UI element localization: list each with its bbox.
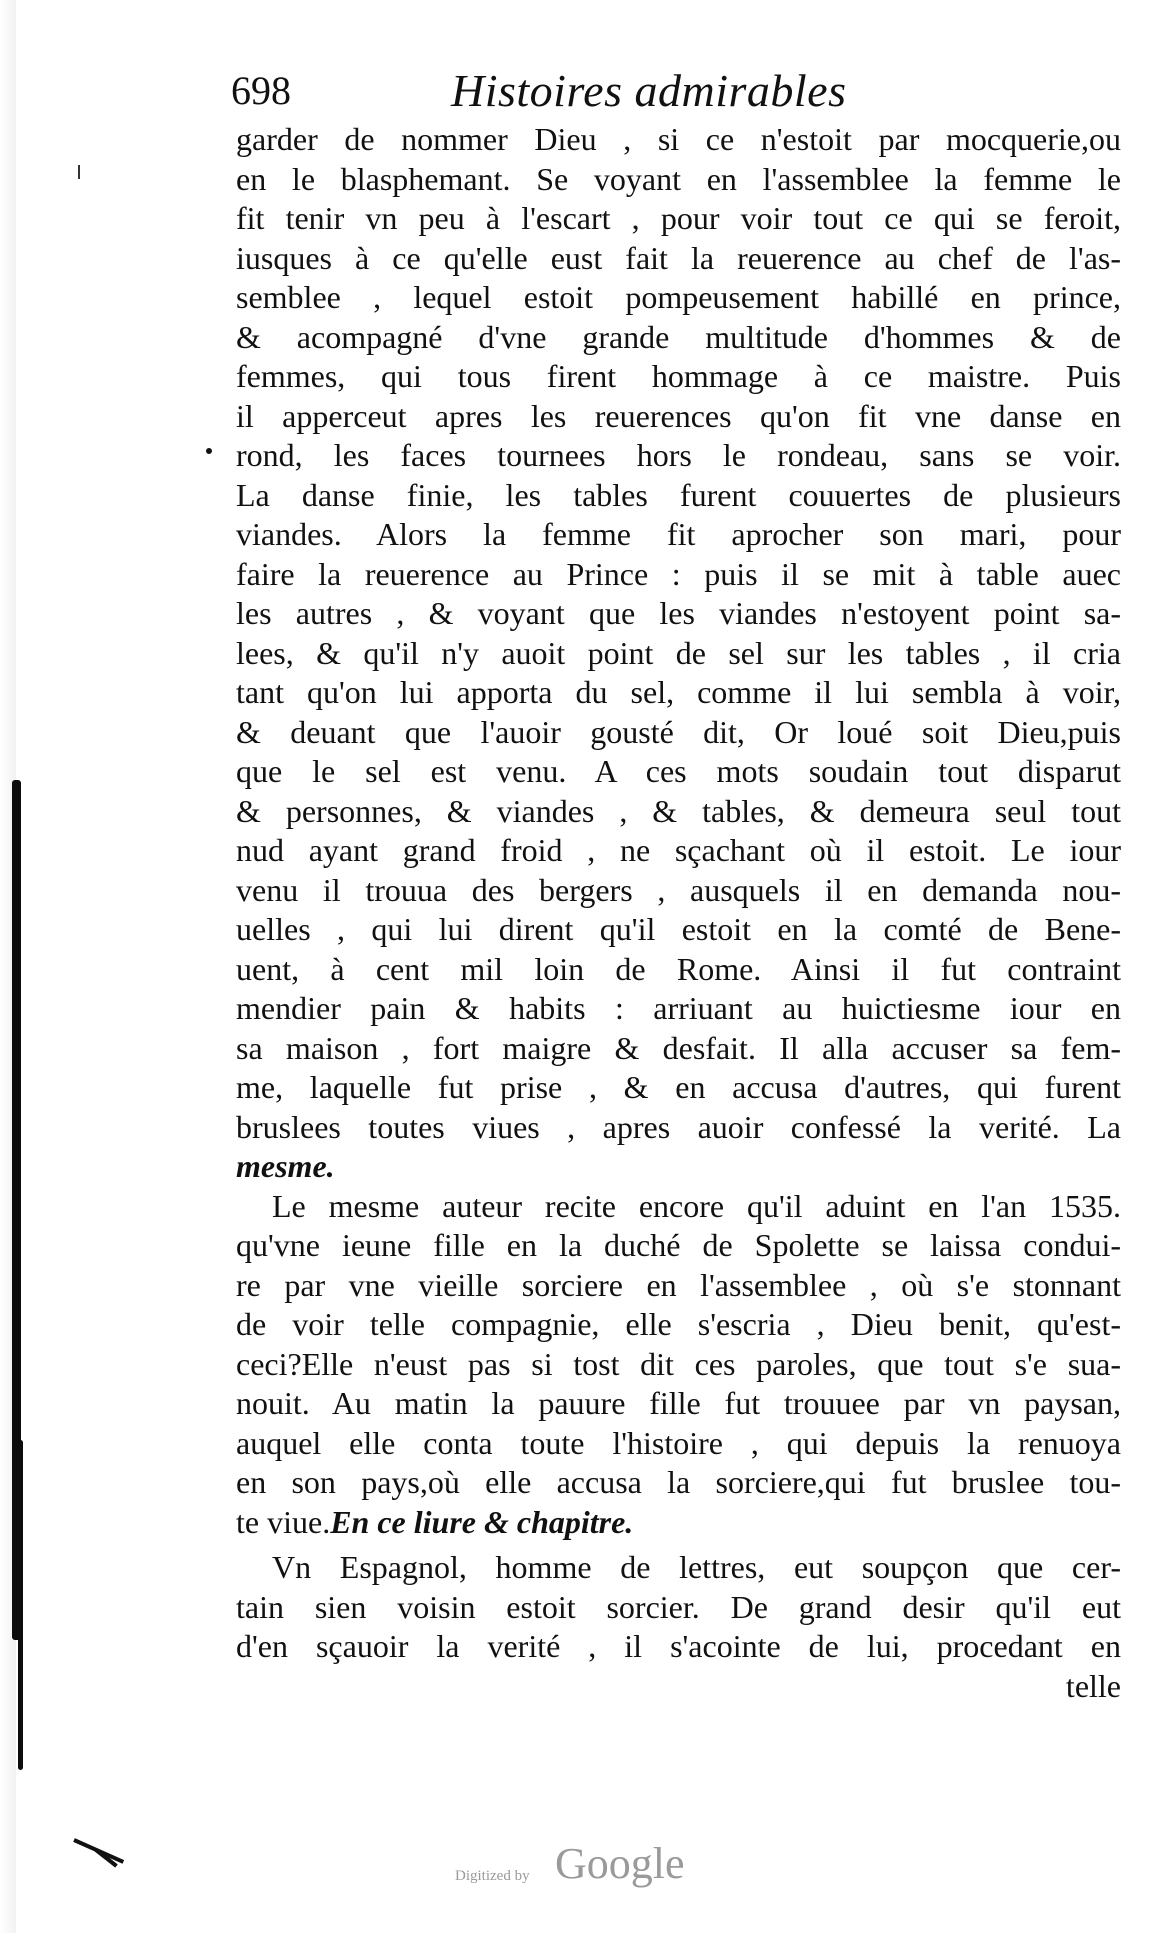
text-line (236, 1503, 1121, 1543)
binding-shadow-mark-lower (18, 1440, 23, 1770)
source-citation: En ce liure & chapitre. (330, 1503, 634, 1540)
text-line: nouit. Au matin la pauure fille fut trouuee par vn paysan, (236, 1385, 1121, 1421)
text-line: les autres , & voyant que les viandes n'estoyent point sa- (236, 595, 1121, 631)
paragraph (236, 1187, 1121, 1543)
text-line: uent, à cent mil loin de Rome. Ainsi il fut contraint (236, 950, 1121, 987)
text-line: ceci?Elle n'eust pas si tost dit ces paroles, que tout s'e sua- (236, 1345, 1121, 1382)
text-line: & acompagné d'vne grande multitude d'hommes & de (236, 318, 1121, 355)
text-line: d'en sçauoir la verité , il s'acointe de lui, procedant en (236, 1628, 1121, 1664)
text-line: tant qu'on lui apporta du sel, comme il lui sembla à voir, (236, 674, 1121, 710)
text-line: La danse finie, les tables furent couuertes de plusieurs (236, 476, 1121, 513)
text-line: sa maison , fort maigre & desfait. Il alla accuser sa fem- (236, 1029, 1121, 1066)
text-line: en son pays,où elle accusa la sorciere,qui fut bruslee tou- (236, 1464, 1121, 1500)
text-line: lees, & qu'il n'y auoit point de sel sur les tables , il cria (236, 634, 1121, 671)
text-line: nud ayant grand froid , ne sçachant où il estoit. Le iour (236, 832, 1121, 868)
page-number: 698 (231, 68, 291, 113)
text-line: re par vne vieille sorciere en l'assemblee , où s'e stonnant (236, 1266, 1121, 1303)
text-line: uelles , qui lui dirent qu'il estoit en la comté de Bene- (236, 911, 1121, 947)
google-watermark (455, 1838, 715, 1898)
text-line: en le blasphemant. Se voyant en l'assemblee la femme le (236, 160, 1121, 197)
text-line: rond, les faces tournees hors le rondeau, sans se voir. (236, 437, 1121, 473)
watermark-logo-text: Google (555, 1839, 685, 1888)
text-line: tain sien voisin estoit sorcier. De grand desir qu'il eut (236, 1588, 1121, 1625)
text-line: que le sel est venu. A ces mots soudain tout disparut (236, 753, 1121, 789)
text-line: me, laquelle fut prise , & en accusa d'autres, qui furent (236, 1069, 1121, 1105)
text-line: faire la reuerence au Prince : puis il se mit à table auec (236, 555, 1121, 592)
watermark-small-text: Digitized by (455, 1868, 530, 1884)
text-line: qu'vne ieune fille en la duché de Spolette se laissa condui- (236, 1227, 1121, 1263)
text-line: & personnes, & viandes , & tables, & demeura seul tout (236, 792, 1121, 829)
scan-tick-mark (78, 165, 80, 179)
paragraph (236, 120, 1121, 1187)
text-line: mendier pain & habits : arriuant au huictiesme iour en (236, 990, 1121, 1026)
text-line: venu il trouua des bergers , ausquels il en demanda nou- (236, 871, 1121, 908)
text-line: de voir telle compagnie, elle s'escria , Dieu benit, qu'est- (236, 1306, 1121, 1342)
text-line: iusques à ce qu'elle eust fait la reuerence au chef de l'as- (236, 239, 1121, 276)
paragraph (236, 1548, 1121, 1706)
catchword: telle (1065, 1667, 1121, 1704)
text-line: & deuant que l'auoir gousté dit, Or loué soit Dieu,puis (236, 713, 1121, 750)
text-line: Vn Espagnol, homme de lettres, eut soupçon que cer- (272, 1549, 1121, 1585)
text-line: auquel elle conta toute l'histoire , qui depuis la renuoya (236, 1424, 1121, 1461)
margin-bullet-mark (206, 448, 212, 454)
text-line: Le mesme auteur recite encore qu'il aduint en l'an 1535. (272, 1187, 1121, 1224)
text-line: il apperceut apres les reuerences qu'on fit vne danse en (236, 397, 1121, 434)
body-text (236, 120, 1121, 1706)
text-line: fit tenir vn peu à l'escart , pour voir tout ce qui se feroit, (236, 200, 1121, 236)
text-line: garder de nommer Dieu , si ce n'estoit par mocquerie,ou (236, 121, 1121, 157)
text-fragment: te viue. (236, 1503, 331, 1540)
text-line: bruslees toutes viues , apres auoir confessé la verité. La (236, 1108, 1121, 1145)
source-citation: mesme. (236, 1148, 335, 1184)
text-line: semblee , lequel estoit pompeusement habillé en prince, (236, 279, 1121, 315)
running-title: Histoires admirables (451, 65, 847, 116)
text-line (236, 1147, 1121, 1187)
text-line: viandes. Alors la femme fit aprocher son mari, pour (236, 516, 1121, 552)
text-line: femmes, qui tous firent hommage à ce maistre. Puis (236, 358, 1121, 394)
page-header (231, 60, 1131, 122)
